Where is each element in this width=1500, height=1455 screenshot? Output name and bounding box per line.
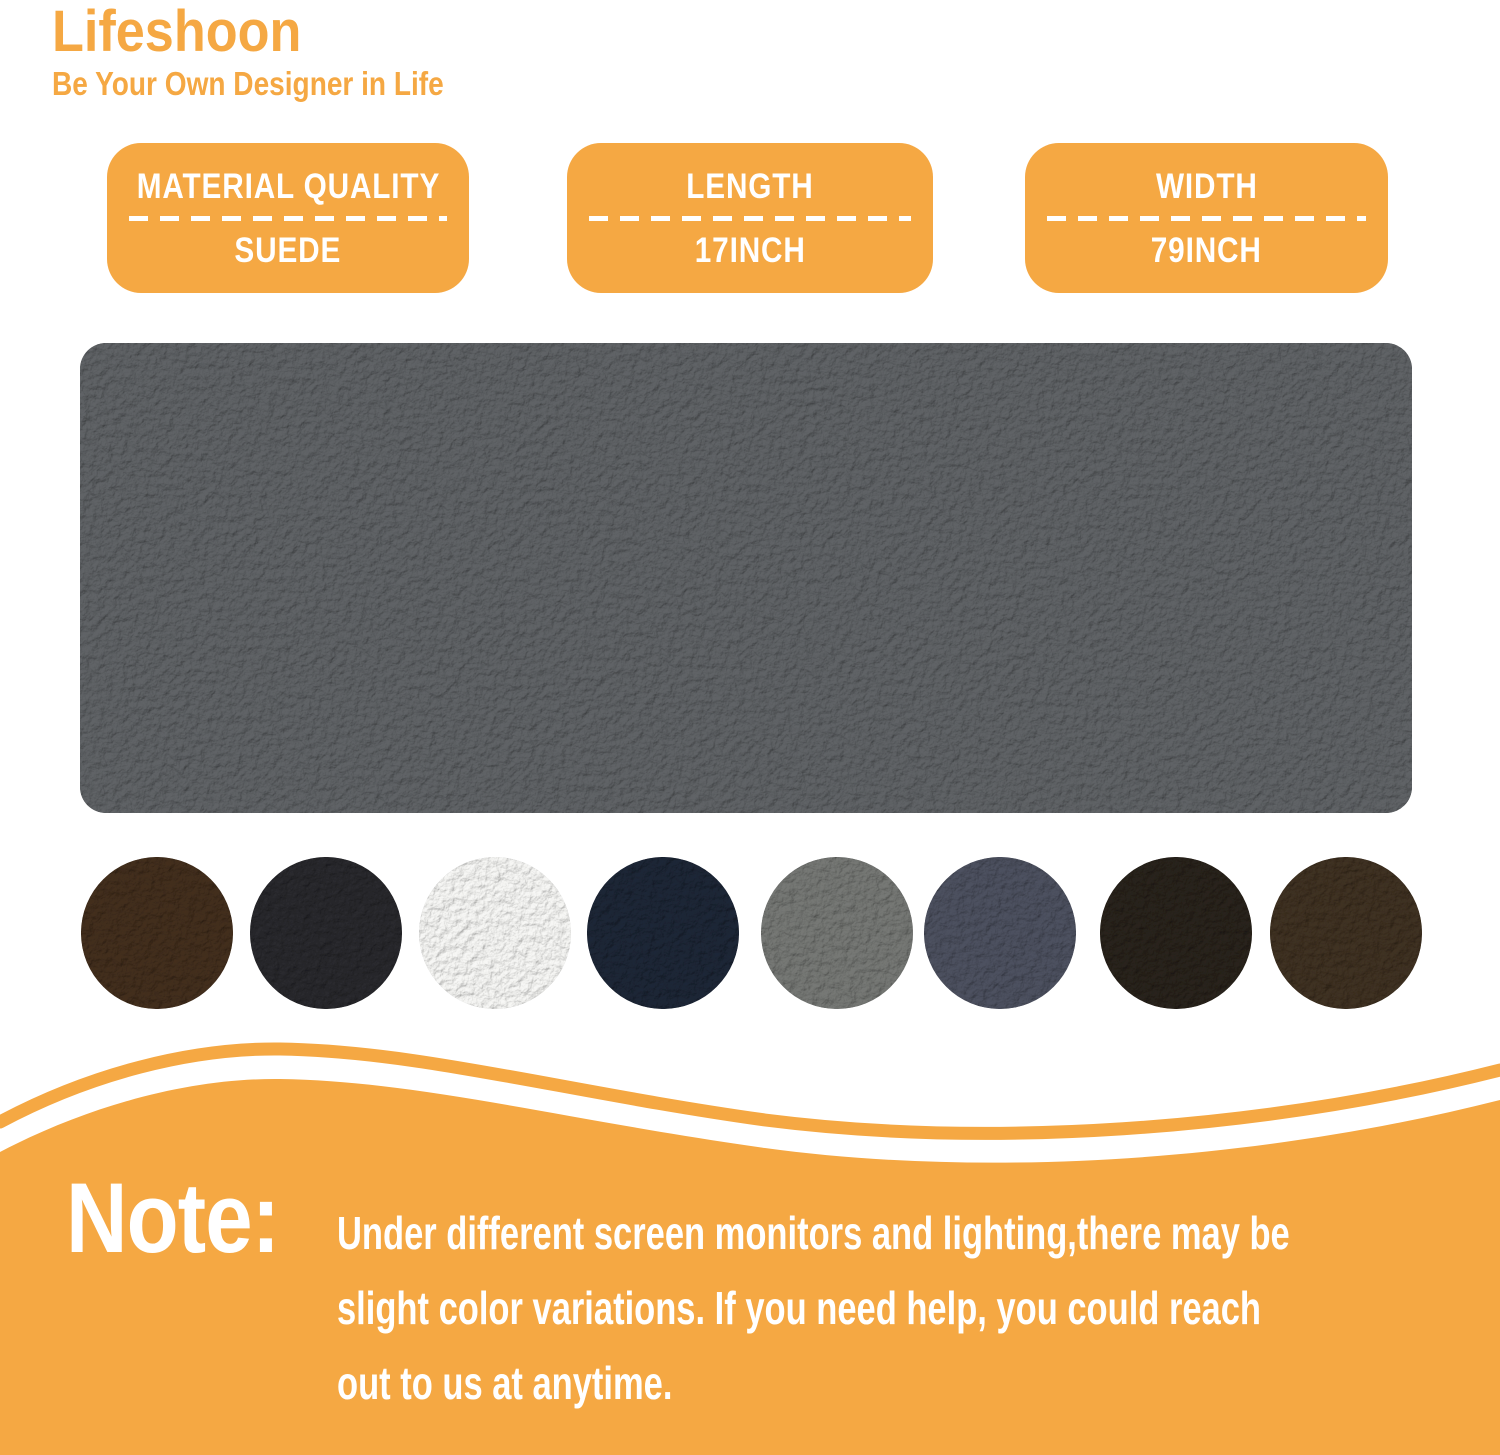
badge-length — [567, 143, 933, 293]
color-swatch-gray — [761, 857, 913, 1009]
color-swatch-black-brown — [1100, 857, 1252, 1009]
color-swatch-charcoal-slate — [924, 857, 1076, 1009]
badge-length-value: 17INCH — [694, 230, 806, 270]
color-swatch-dark-brown — [81, 857, 233, 1009]
fabric-swatch-rect — [80, 343, 1412, 813]
note-heading: Note: — [66, 1162, 280, 1273]
suede-fabric-photo — [80, 343, 1412, 813]
badge-material-quality — [107, 143, 469, 293]
note-line-2: slight color variations. If you need help, you could reach — [337, 1282, 1262, 1334]
note-line-3: out to us at anytime. — [337, 1357, 673, 1409]
badge-length-label: LENGTH — [686, 166, 814, 206]
badge-width-label: WIDTH — [1155, 166, 1258, 206]
badge-dashed-divider — [589, 216, 911, 221]
note-body — [337, 1196, 1290, 1421]
badge-width-value: 79INCH — [1151, 230, 1262, 270]
color-swatch-black — [250, 857, 402, 1009]
badge-width — [1025, 143, 1388, 293]
color-swatch-row — [0, 848, 1500, 1018]
brand-tagline: Be Your Own Designer in Life — [52, 64, 444, 102]
badge-material-value: SUEDE — [234, 230, 342, 270]
brand-header — [52, 2, 513, 102]
color-swatch-white — [419, 857, 571, 1009]
color-swatch-navy-blue — [587, 857, 739, 1009]
note-line-1: Under different screen monitors and lighting,there may be — [337, 1207, 1290, 1259]
badge-dashed-divider — [1047, 216, 1366, 221]
brand-name: Lifeshoon — [52, 0, 302, 64]
badge-dashed-divider — [129, 216, 448, 221]
color-swatch-coffee-brown — [1270, 857, 1422, 1009]
badge-material-label: MATERIAL QUALITY — [136, 166, 440, 206]
